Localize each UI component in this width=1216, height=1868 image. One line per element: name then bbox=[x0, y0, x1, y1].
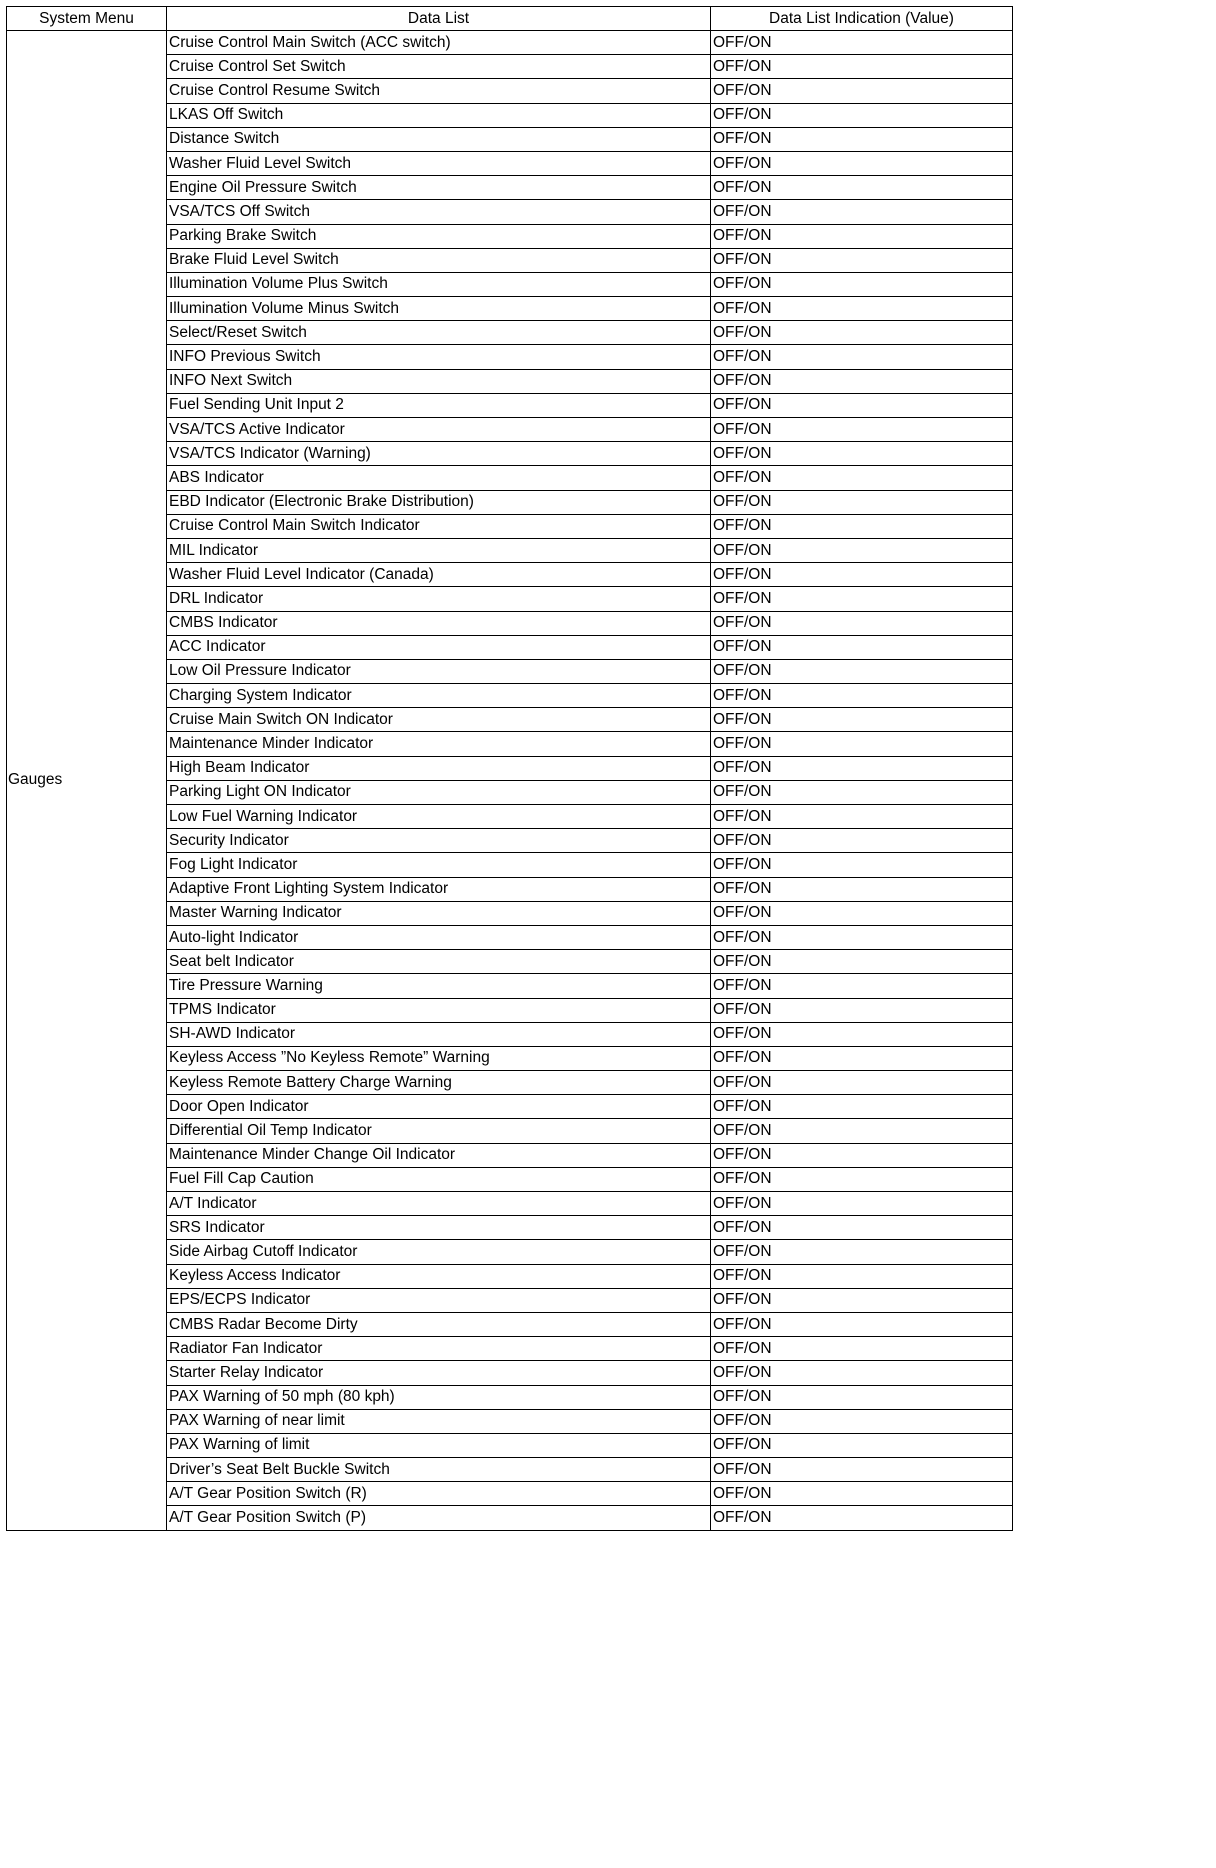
indication-value: OFF/ON bbox=[711, 297, 1013, 321]
document-page bbox=[6, 6, 1012, 1531]
data-list-item: Cruise Control Main Switch Indicator bbox=[167, 514, 711, 538]
indication-value: OFF/ON bbox=[711, 514, 1013, 538]
data-list-item: Select/Reset Switch bbox=[167, 321, 711, 345]
data-list-item: INFO Next Switch bbox=[167, 369, 711, 393]
indication-value: OFF/ON bbox=[711, 1482, 1013, 1506]
data-list-item: High Beam Indicator bbox=[167, 756, 711, 780]
data-list-item: Fuel Fill Cap Caution bbox=[167, 1167, 711, 1191]
data-list-item: Illumination Volume Plus Switch bbox=[167, 272, 711, 296]
header-data-list: Data List bbox=[167, 7, 711, 31]
indication-value: OFF/ON bbox=[711, 1192, 1013, 1216]
indication-value: OFF/ON bbox=[711, 79, 1013, 103]
data-list-item: CMBS Indicator bbox=[167, 611, 711, 635]
data-list-item: Keyless Remote Battery Charge Warning bbox=[167, 1071, 711, 1095]
indication-value: OFF/ON bbox=[711, 490, 1013, 514]
indication-value: OFF/ON bbox=[711, 563, 1013, 587]
data-list-item: Maintenance Minder Indicator bbox=[167, 732, 711, 756]
indication-value: OFF/ON bbox=[711, 684, 1013, 708]
indication-value: OFF/ON bbox=[711, 55, 1013, 79]
indication-value: OFF/ON bbox=[711, 1458, 1013, 1482]
table-row bbox=[7, 31, 1013, 55]
indication-value: OFF/ON bbox=[711, 1095, 1013, 1119]
data-list-item: Low Oil Pressure Indicator bbox=[167, 659, 711, 683]
indication-value: OFF/ON bbox=[711, 708, 1013, 732]
indication-value: OFF/ON bbox=[711, 853, 1013, 877]
data-list-item: Parking Brake Switch bbox=[167, 224, 711, 248]
data-list-item: A/T Gear Position Switch (P) bbox=[167, 1506, 711, 1530]
indication-value: OFF/ON bbox=[711, 1312, 1013, 1336]
data-list-item: Illumination Volume Minus Switch bbox=[167, 297, 711, 321]
indication-value: OFF/ON bbox=[711, 1385, 1013, 1409]
indication-value: OFF/ON bbox=[711, 538, 1013, 562]
data-list-item: Brake Fluid Level Switch bbox=[167, 248, 711, 272]
header-indication: Data List Indication (Value) bbox=[711, 7, 1013, 31]
indication-value: OFF/ON bbox=[711, 466, 1013, 490]
data-list-item: Side Airbag Cutoff Indicator bbox=[167, 1240, 711, 1264]
data-list-item: Radiator Fan Indicator bbox=[167, 1337, 711, 1361]
data-list-item: SH-AWD Indicator bbox=[167, 1022, 711, 1046]
data-list-item: CMBS Radar Become Dirty bbox=[167, 1312, 711, 1336]
data-list-item: Security Indicator bbox=[167, 829, 711, 853]
indication-value: OFF/ON bbox=[711, 442, 1013, 466]
data-list-item: Driver’s Seat Belt Buckle Switch bbox=[167, 1458, 711, 1482]
indication-value: OFF/ON bbox=[711, 1216, 1013, 1240]
data-list-item: Cruise Control Resume Switch bbox=[167, 79, 711, 103]
indication-value: OFF/ON bbox=[711, 1119, 1013, 1143]
indication-value: OFF/ON bbox=[711, 1361, 1013, 1385]
data-list-item: Washer Fluid Level Indicator (Canada) bbox=[167, 563, 711, 587]
data-list-item: EPS/ECPS Indicator bbox=[167, 1288, 711, 1312]
indication-value: OFF/ON bbox=[711, 1143, 1013, 1167]
data-list-item: LKAS Off Switch bbox=[167, 103, 711, 127]
indication-value: OFF/ON bbox=[711, 611, 1013, 635]
indication-value: OFF/ON bbox=[711, 345, 1013, 369]
data-list-item: ACC Indicator bbox=[167, 635, 711, 659]
indication-value: OFF/ON bbox=[711, 127, 1013, 151]
indication-value: OFF/ON bbox=[711, 780, 1013, 804]
data-list-item: Washer Fluid Level Switch bbox=[167, 151, 711, 175]
data-list-table bbox=[6, 6, 1013, 1531]
indication-value: OFF/ON bbox=[711, 418, 1013, 442]
indication-value: OFF/ON bbox=[711, 998, 1013, 1022]
data-list-item: Fog Light Indicator bbox=[167, 853, 711, 877]
indication-value: OFF/ON bbox=[711, 248, 1013, 272]
indication-value: OFF/ON bbox=[711, 1046, 1013, 1070]
data-list-item: Cruise Control Set Switch bbox=[167, 55, 711, 79]
data-list-item: VSA/TCS Active Indicator bbox=[167, 418, 711, 442]
data-list-item: Keyless Access ”No Keyless Remote” Warning bbox=[167, 1046, 711, 1070]
indication-value: OFF/ON bbox=[711, 224, 1013, 248]
data-list-item: Tire Pressure Warning bbox=[167, 974, 711, 998]
data-list-item: DRL Indicator bbox=[167, 587, 711, 611]
data-list-item: Charging System Indicator bbox=[167, 684, 711, 708]
indication-value: OFF/ON bbox=[711, 1240, 1013, 1264]
data-list-item: Differential Oil Temp Indicator bbox=[167, 1119, 711, 1143]
data-list-item: A/T Gear Position Switch (R) bbox=[167, 1482, 711, 1506]
indication-value: OFF/ON bbox=[711, 877, 1013, 901]
data-list-item: Master Warning Indicator bbox=[167, 901, 711, 925]
data-list-item: SRS Indicator bbox=[167, 1216, 711, 1240]
indication-value: OFF/ON bbox=[711, 31, 1013, 55]
data-list-item: A/T Indicator bbox=[167, 1192, 711, 1216]
data-list-item: VSA/TCS Indicator (Warning) bbox=[167, 442, 711, 466]
data-list-item: PAX Warning of 50 mph (80 kph) bbox=[167, 1385, 711, 1409]
indication-value: OFF/ON bbox=[711, 901, 1013, 925]
data-list-item: Maintenance Minder Change Oil Indicator bbox=[167, 1143, 711, 1167]
data-list-item: Keyless Access Indicator bbox=[167, 1264, 711, 1288]
data-list-item: INFO Previous Switch bbox=[167, 345, 711, 369]
indication-value: OFF/ON bbox=[711, 321, 1013, 345]
indication-value: OFF/ON bbox=[711, 587, 1013, 611]
data-list-item: VSA/TCS Off Switch bbox=[167, 200, 711, 224]
data-list-item: EBD Indicator (Electronic Brake Distribution) bbox=[167, 490, 711, 514]
data-list-item: Auto-light Indicator bbox=[167, 925, 711, 949]
data-list-item: Starter Relay Indicator bbox=[167, 1361, 711, 1385]
indication-value: OFF/ON bbox=[711, 805, 1013, 829]
header-row bbox=[7, 7, 1013, 31]
header-system-menu: System Menu bbox=[7, 7, 167, 31]
data-list-item: Seat belt Indicator bbox=[167, 950, 711, 974]
data-list-item: TPMS Indicator bbox=[167, 998, 711, 1022]
data-list-item: Cruise Main Switch ON Indicator bbox=[167, 708, 711, 732]
indication-value: OFF/ON bbox=[711, 1288, 1013, 1312]
data-list-item: PAX Warning of limit bbox=[167, 1433, 711, 1457]
indication-value: OFF/ON bbox=[711, 829, 1013, 853]
data-list-item: ABS Indicator bbox=[167, 466, 711, 490]
indication-value: OFF/ON bbox=[711, 1167, 1013, 1191]
indication-value: OFF/ON bbox=[711, 950, 1013, 974]
indication-value: OFF/ON bbox=[711, 393, 1013, 417]
table-body bbox=[7, 31, 1013, 1531]
indication-value: OFF/ON bbox=[711, 974, 1013, 998]
data-list-item: PAX Warning of near limit bbox=[167, 1409, 711, 1433]
indication-value: OFF/ON bbox=[711, 1506, 1013, 1530]
indication-value: OFF/ON bbox=[711, 151, 1013, 175]
indication-value: OFF/ON bbox=[711, 635, 1013, 659]
data-list-item: Distance Switch bbox=[167, 127, 711, 151]
indication-value: OFF/ON bbox=[711, 200, 1013, 224]
data-list-item: Cruise Control Main Switch (ACC switch) bbox=[167, 31, 711, 55]
indication-value: OFF/ON bbox=[711, 176, 1013, 200]
data-list-item: Low Fuel Warning Indicator bbox=[167, 805, 711, 829]
data-list-item: MIL Indicator bbox=[167, 538, 711, 562]
data-list-item: Parking Light ON Indicator bbox=[167, 780, 711, 804]
indication-value: OFF/ON bbox=[711, 1264, 1013, 1288]
indication-value: OFF/ON bbox=[711, 1022, 1013, 1046]
indication-value: OFF/ON bbox=[711, 272, 1013, 296]
data-list-item: Adaptive Front Lighting System Indicator bbox=[167, 877, 711, 901]
system-menu-cell: Gauges bbox=[7, 31, 167, 1531]
indication-value: OFF/ON bbox=[711, 103, 1013, 127]
indication-value: OFF/ON bbox=[711, 756, 1013, 780]
data-list-item: Fuel Sending Unit Input 2 bbox=[167, 393, 711, 417]
indication-value: OFF/ON bbox=[711, 732, 1013, 756]
data-list-item: Door Open Indicator bbox=[167, 1095, 711, 1119]
indication-value: OFF/ON bbox=[711, 659, 1013, 683]
data-list-item: Engine Oil Pressure Switch bbox=[167, 176, 711, 200]
indication-value: OFF/ON bbox=[711, 925, 1013, 949]
indication-value: OFF/ON bbox=[711, 1071, 1013, 1095]
indication-value: OFF/ON bbox=[711, 1337, 1013, 1361]
indication-value: OFF/ON bbox=[711, 1409, 1013, 1433]
indication-value: OFF/ON bbox=[711, 369, 1013, 393]
indication-value: OFF/ON bbox=[711, 1433, 1013, 1457]
